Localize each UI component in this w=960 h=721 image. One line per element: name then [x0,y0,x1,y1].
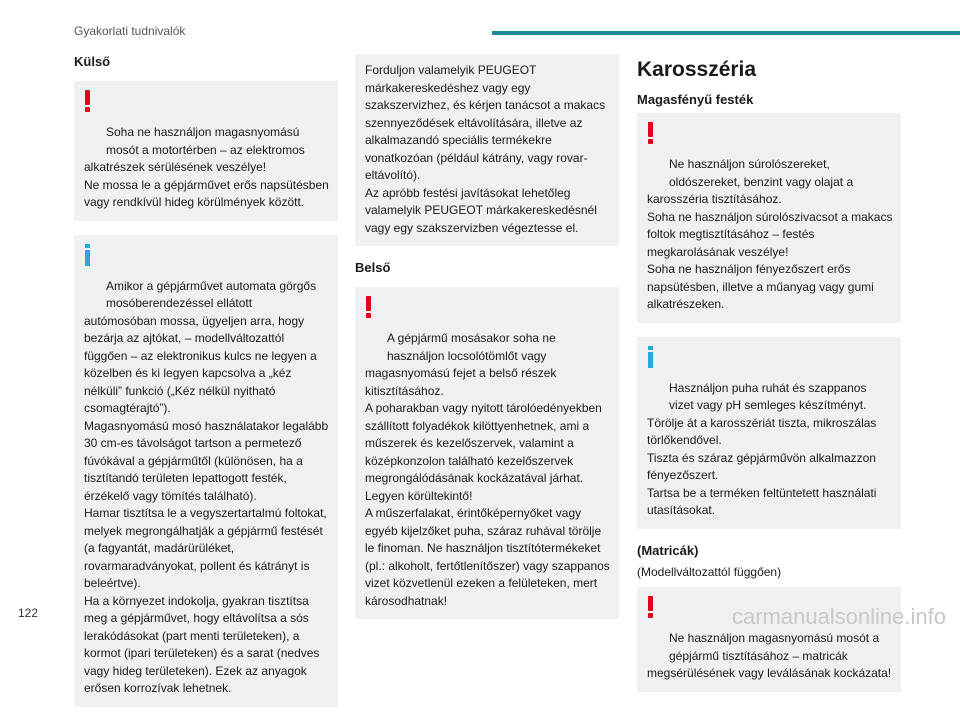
info-text-rest: Törölje át a karosszériát tiszta, mikroszálas törlőkendővel. Tiszta és száraz gépjárművön alkalmazzon fényezőszert. Tartsa be a terméken feltüntetett használati utasításokat. [647,415,877,517]
page-header-title: Gyakorlati tudnivalók [74,24,186,38]
warning-box-body-cleaning [637,113,901,323]
warning-text-rest: megsérülésének vagy leválásának kockázata! [647,666,892,680]
warning-text-rest: alkatrészek sérülésének veszélye! Ne mossa le a gépjárművet erős napsütésben vagy rendkívül hideg körülmények között. [84,160,329,209]
info-text-rest: autómosóban mossa, ügyeljen arra, hogy bezárja az ajtókat, – modellváltozattól függően – az elektronikus kulcs ne legyen a közelben és ki legyen kapcsolva a „kéz nélküli” funkció („Kéz nélkül nyitható csomagtérajtó”). Magasnyomású mosó használatakor legalább 30 cm-es távolságot tartson a permetező fúvókával a gépjárműtől (különösen, ha a tisztítandó területen lepattogott festék, érzékelő vagy tömítés található). Hamar tisztítsa le a vegyszertartalmú foltokat, melyek megrongálhatják a gépjármű festését (a fagyantát, madárürüléket, rovarmaradványokat, pollent és kátrányt is beleértve). Ha a környezet indokolja, gyakran tisztítsa meg a gépjárművet, hogy eltávolítsa a sós lerakódásokat (part menti területeken), a kormot (ipari területeken) és a sarat (nedves vagy hideg területeken). Ezek az anyagok erősen korrozívak lehetnek. [84,313,329,695]
warning-text-first: Ne használjon magasnyomású mosót a gépjármű tisztításához – matricák [669,631,880,663]
warning-box-engine-wash [74,81,338,221]
section-heading-belso: Belső [355,260,391,275]
section-title-karosszeria: Karosszéria [637,58,757,81]
warning-text-rest: karosszéria tisztításához. Soha ne használjon súrolószivacsot a makacs foltok megtisztításához – festés megkarolásának veszélye! Soha ne használjon fényezőszert erős napsütésben, illetve a műanyag vagy gumi alkatrészeken. [647,192,893,311]
warning-exclamation-icon [365,296,373,320]
warning-box-interior [355,287,619,619]
section-heading-kulso: Külső [74,54,111,69]
warning-text-rest: magasnyomású fejet a belső részek kitisztításához. A poharakban vagy nyitott tárolóedényekben szállított folyadékok kilöttyenhetnek, ami a műszerek és kezelőszervek, valamint a középkonzolon található kezelőszervek megrongálódásának kockázatával járhat. Legyen körültekintő! A műszerfalakat, érintőképernyőket vagy egyéb kijelzőket puha, száraz ruhával törölje le finoman. Ne használjon tisztítótermékeket (pl.: alkoholt, fertőtlenítőszer) vagy szappanos vizet közvetlenül ezeken a felületeken, mert károsodhatnak! [365,366,610,608]
subheading-matricak: (Matricák) [637,542,699,558]
info-box-soft-cloth [637,337,901,529]
info-icon [84,244,92,268]
info-icon [647,346,655,370]
subheading-magasfenyu-festek: Magasfényű festék [637,92,754,107]
info-box-continued: Forduljon valamelyik PEUGEOT márkakereskedéshez vagy egy szakszervizhez, és kérjen tanácsot a makacs szennyeződések eltávolítására, illetve az alkalmazandó speciális termékekre vonatkozóan (például kátrány, vagy rovar-eltávolító). Az apróbb festési javításokat lehetőleg valamelyik PEUGEOT márkakereskedésnél vagy egy szakszervizben végeztesse el. [355,54,619,246]
matricak-note: (Modellváltozattól függően) [637,564,782,579]
column-1 [74,54,338,721]
header-accent-line [492,31,960,35]
info-box-car-wash [74,235,338,707]
info-text-first: Használjon puha ruhát és szappanos vizet vagy pH semleges készítményt. [669,380,867,412]
warning-exclamation-icon [647,122,655,146]
page-number: 122 [18,606,39,620]
warning-exclamation-icon [84,90,92,114]
watermark-text: carmanualsonline.info [731,604,946,629]
warning-text-first: Ne használjon súrolószereket, oldószereket, benzint vagy olajat a [669,157,854,189]
warning-text-first: A gépjármű mosásakor soha ne használjon locsolótömlőt vagy [387,331,556,363]
warning-exclamation-icon [647,596,655,620]
info-text-first: Amikor a gépjárművet automata görgős mosóberendezéssel ellátott [106,278,317,310]
column-2 [355,54,619,633]
warning-box-stickers [637,587,901,692]
warning-text-first: Soha ne használjon magasnyomású mosót a motortérben – az elektromos [106,125,305,157]
